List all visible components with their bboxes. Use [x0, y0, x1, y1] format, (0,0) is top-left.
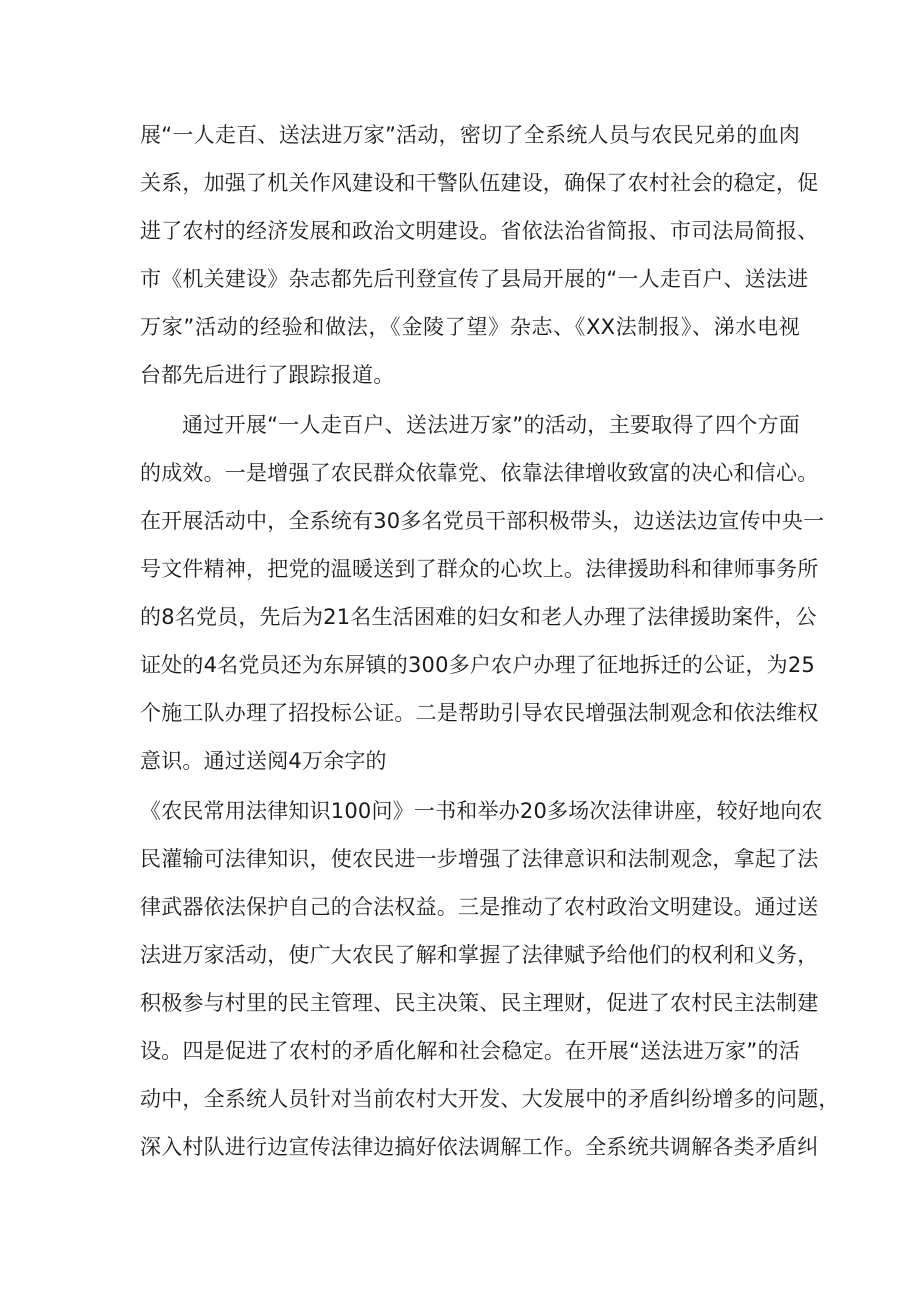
text-line: 律武器依法保护自己的合法权益。三是推动了农村政治文明建设。通过送 [140, 895, 819, 919]
text-line: 号文件精神，把党的温暖送到了群众的心坎上。法律援助科和律师事务所 [140, 557, 819, 581]
text-line: 法进万家活动，使广大农民了解和掌握了法律赋予给他们的权利和义务， [140, 943, 819, 967]
text-line: 的8名党员，先后为21名生活困难的妇女和老人办理了法律援助案件，公 [140, 605, 817, 629]
paragraph-first-line: 通过开展“一人走百户、送法进万家”的活动，主要取得了四个方面 [182, 413, 800, 437]
text-line: 的成效。一是增强了农民群众依靠党、依靠法律增收致富的决心和信心。 [140, 461, 819, 485]
text-line: 民灌输可法律知识，使农民进一步增强了法律意识和法制观念，拿起了法 [140, 847, 819, 871]
text-line: 证处的4名党员还为东屏镇的300多户农户办理了征地拆迁的公证，为25 [140, 653, 815, 677]
text-line: 深入村队进行边宣传法律边搞好依法调解工作。全系统共调解各类矛盾纠 [140, 1135, 819, 1159]
text-line: 动中，全系统人员针对当前农村大开发、大发展中的矛盾纠纷增多的问题， [140, 1087, 840, 1111]
text-line: 个施工队办理了招投标公证。二是帮助引导农民增强法制观念和依法维权 [140, 701, 819, 725]
text-line: 关系，加强了机关作风建设和干警队伍建设，确保了农村社会的稳定，促 [140, 171, 819, 195]
text-line: 万家”活动的经验和做法，《金陵了望》杂志、《XX法制报》、涕水电视 [140, 315, 800, 339]
text-line: 在开展活动中，全系统有30多名党员干部积极带头，边送法边宣传中央一 [140, 509, 825, 533]
text-line: 市《机关建设》杂志都先后刊登宣传了县局开展的“一人走百户、送法进 [140, 267, 809, 291]
text-line: 设。四是促进了农村的矛盾化解和社会稳定。在开展“送法进万家”的活 [140, 1039, 800, 1063]
text-line: 展“一人走百、送法进万家”活动，密切了全系统人员与农民兄弟的血肉 [140, 123, 800, 147]
text-line: 《农民常用法律知识100问》一书和举办20多场次法律讲座，较好地向农 [140, 799, 823, 823]
text-line: 意识。通过送阅4万余字的 [140, 749, 387, 773]
text-line: 进了农村的经济发展和政治文明建设。省依法治省简报、市司法局简报、 [140, 219, 819, 243]
text-line: 积极参与村里的民主管理、民主决策、民主理财，促进了农村民主法制建 [140, 991, 819, 1015]
text-line: 台都先后进行了跟踪报道。 [140, 363, 395, 387]
